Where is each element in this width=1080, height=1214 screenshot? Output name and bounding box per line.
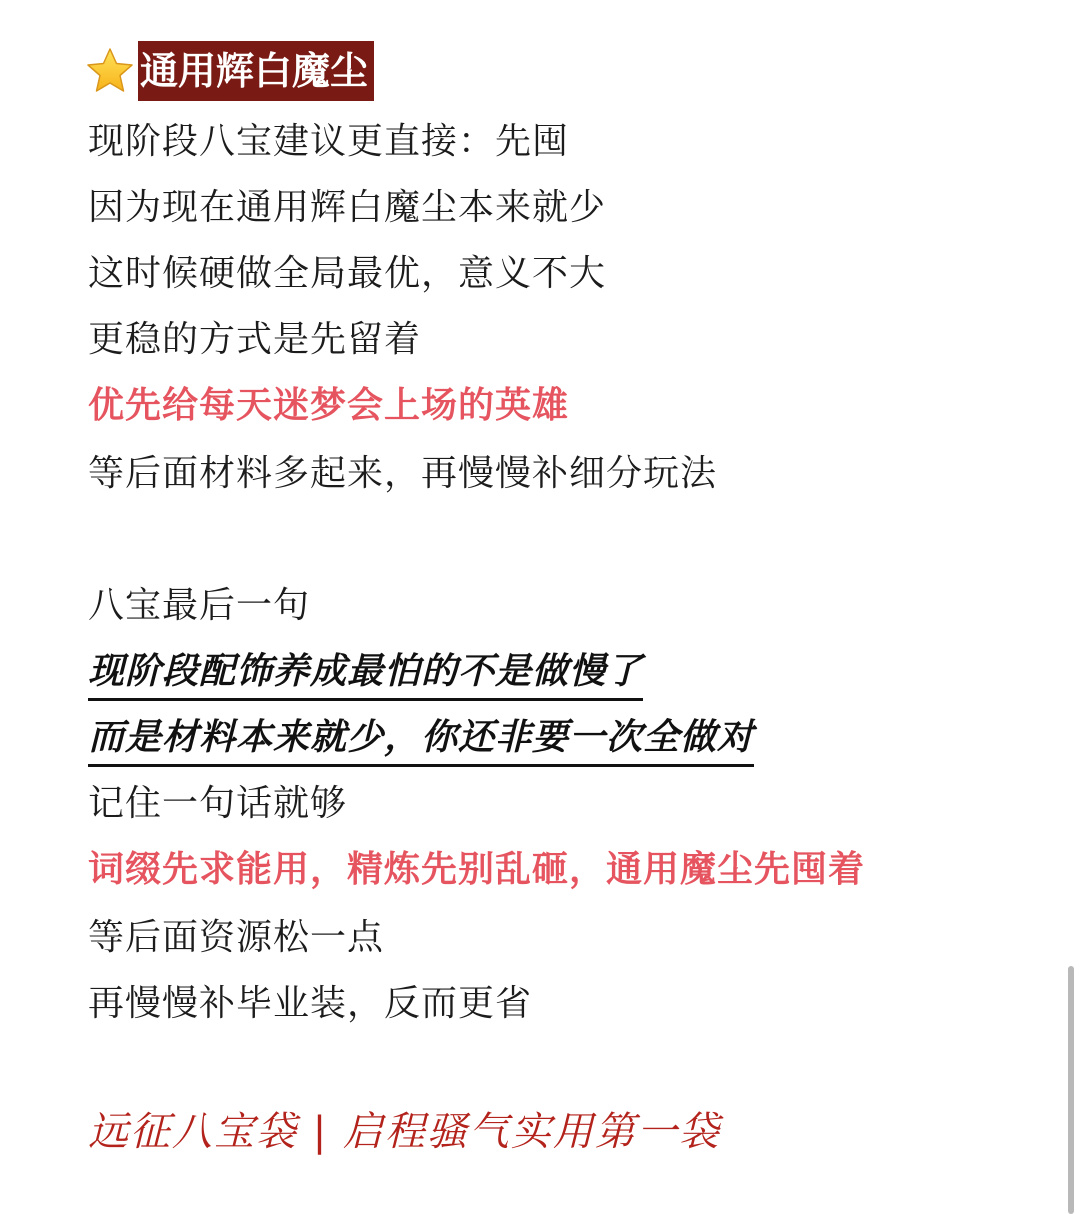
paragraph-line: 更稳的方式是先留着 (88, 319, 422, 360)
paragraph-line: 等后面材料多起来，再慢慢补细分玩法 (88, 453, 718, 494)
highlight-line: 词缀先求能用，精炼先别乱砸，通用魔尘先囤着 (88, 849, 866, 890)
paragraph-line: 等后面资源松一点 (88, 917, 385, 958)
scrollbar[interactable] (1068, 966, 1074, 1214)
paragraph-line: 再慢慢补毕业装，反而更省 (88, 983, 533, 1024)
paragraph-line: 记住一句话就够 (88, 783, 348, 824)
star-icon (84, 45, 136, 97)
paragraph-line: 这时候硬做全局最优，意义不大 (88, 253, 607, 294)
signature: 远征八宝袋 | 启程骚气实用第一袋 (88, 1109, 721, 1155)
paragraph-line: 因为现在通用辉白魔尘本来就少 (88, 187, 607, 228)
paragraph-line: 现阶段八宝建议更直接：先囤 (88, 121, 570, 162)
section-heading (84, 40, 374, 102)
emphasis-line: 现阶段配饰养成最怕的不是做慢了 (88, 646, 643, 701)
emphasis-line: 而是材料本来就少，你还非要一次全做对 (88, 712, 754, 767)
highlight-line: 优先给每天迷梦会上场的英雄 (88, 385, 570, 426)
heading-title: 通用辉白魔尘 (138, 41, 374, 101)
closing-intro: 八宝最后一句 (88, 585, 311, 626)
